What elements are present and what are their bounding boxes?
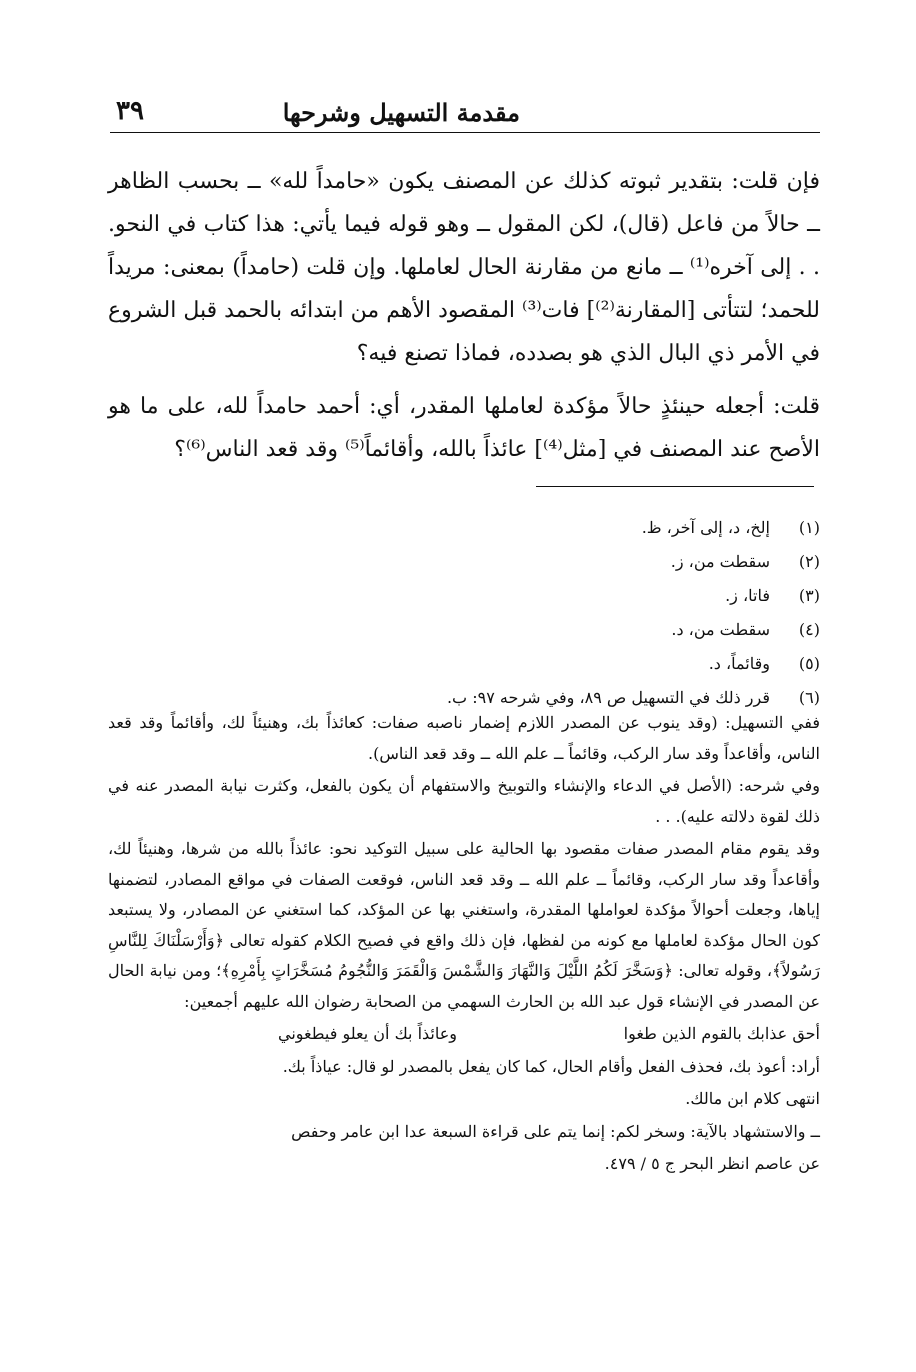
- footnote-text: سقطت من، ز.: [670, 551, 770, 571]
- footnote-item: [108, 544, 820, 578]
- footnote-commentary: [108, 708, 820, 1182]
- footnote-text: إلخ، د، إلى آخر، ظ.: [641, 517, 770, 537]
- main-paragraph-2: قلت: أجعله حينئذٍ حالاً مؤكدة لعاملها المقدر، أي: أحمد حامداً لله، على ما هو الأصح عند المصنف في [مثل⁽⁴⁾] عائذاً بالله، وأقائماً⁽⁵⁾ وقد قعد الناس⁽⁶⁾؟: [108, 394, 820, 462]
- commentary-end-note: انتهى كلام ابن مالك.: [685, 1089, 820, 1108]
- footnote-item: [108, 646, 820, 680]
- footnote-separator: [536, 486, 814, 487]
- footnote-text: قرر ذلك في التسهيل ص ٨٩، وفي شرحه ٩٧: ب.: [446, 687, 770, 707]
- commentary-irad: أراد: أعوذ بك، فحذف الفعل وأقام الحال، كما كان يفعل بالمصدر لو قال: عياذاً بك.: [282, 1056, 820, 1076]
- main-paragraph-1: فإن قلت: بتقدير ثبوته كذلك عن المصنف يكون «حامداً لله» ــ بحسب الظاهر ــ حالاً من فاعل (قال)، لكن المقول ــ وهو قوله فيما يأتي: هذا كتاب في النحو. . . إلى آخره⁽¹⁾ ــ مانع من مقارنة الحال لعاملها. وإن قلت (حامداً) بمعنى: مريداً للحمد؛ لتتأتى [المقارنة⁽²⁾] فات⁽³⁾ المقصود الأهم من ابتدائه بالحمد قبل الشروع في الأمر ذي البال الذي هو بصدده، فماذا تصنع فيه؟: [108, 169, 820, 366]
- footnote-number: (١): [798, 517, 820, 537]
- commentary-tasheel-quote: ففي التسهيل: (وقد ينوب عن المصدر اللازم إضمار ناصبه صفات: كعائذاً بك، وهنيئاً لك، وأقائماً وقد قعد الناس، وأقاعداً وقد سار الركب، وقائماً ــ علم الله ــ وقد قعد الناس).: [108, 713, 820, 763]
- footnote-text: وقائماً، د.: [708, 653, 770, 673]
- commentary-explanation: وقد يقوم مقام المصدر صفات مقصود بها الحالية على سبيل التوكيد نحو: عائذاً بالله من شرها، وهنيئاً لك، وأقاعداً وقد سار الركب، وقائماً ــ علم الله ــ وقد قعد الناس، فوقعت الصفات في مواقع المصادر، لتضمنها إياها، وجعلت أحوالاً مؤكدة لعواملها المقدرة، واستغني بها عن المؤكد، كما استغني عن المصادر، ولا يستبعد كون الحال مؤكدة لعاملها مع كونه من لفظها، فإن ذلك واقع في فصيح الكلام كقوله تعالى ﴿وَأَرْسَلْنَاكَ لِلنَّاسِ رَسُولاً﴾، وقوله تعالى: ﴿وَسَخَّرَ لَكُمُ اللَّيْلَ وَالنَّهَارَ وَالشَّمْسَ وَالْقَمَرَ وَالنُّجُومُ مُسَخَّرَاتٍ بِأَمْرِهِ﴾؛ ومن نيابة الحال عن المصدر في الإنشاء قول عبد الله بن الحارث السهمي من الصحابة رضوان الله عليهم أجمعين:: [108, 839, 821, 1011]
- page-header: [110, 92, 820, 133]
- footnote-item: [108, 510, 820, 544]
- commentary-sharh-quote: وفي شرحه: (الأصل في الدعاء والإنشاء والتوبيخ والاستفهام أن يكون بالفعل، وكثرت نيابة المصدر عنه في ذلك لقوة دلالته عليه). . .: [108, 776, 821, 826]
- footnote-item: [108, 612, 820, 646]
- commentary-istishhad: ــ والاستشهاد بالآية: وسخر لكم: إنما يتم على قراءة السبعة عدا ابن عامر وحفص: [291, 1121, 820, 1141]
- footnotes: [108, 510, 820, 714]
- main-text: [108, 160, 820, 481]
- running-title: مقدمة التسهيل وشرحها: [282, 98, 520, 127]
- footnote-text: سقطت من، د.: [671, 619, 770, 639]
- verse-second-hemistich: وعائذاً بك أن يعلو فيطغوني: [278, 1024, 458, 1043]
- footnote-number: (٢): [798, 551, 820, 571]
- footnote-number: (٦): [798, 687, 820, 707]
- footnote-text: فاتا، ز.: [725, 585, 770, 605]
- footnote-item: [108, 578, 820, 612]
- footnote-number: (٣): [798, 585, 820, 605]
- footnote-number: (٤): [798, 619, 820, 639]
- page-number: ٣٩: [116, 96, 144, 126]
- footnote-number: (٥): [798, 653, 820, 673]
- poetry-verse: [108, 1019, 820, 1050]
- commentary-reference: عن عاصم انظر البحر ج ٥ / ٤٧٩.: [604, 1154, 820, 1173]
- verse-first-hemistich: أحق عذابك بالقوم الذين طغوا: [623, 1024, 820, 1043]
